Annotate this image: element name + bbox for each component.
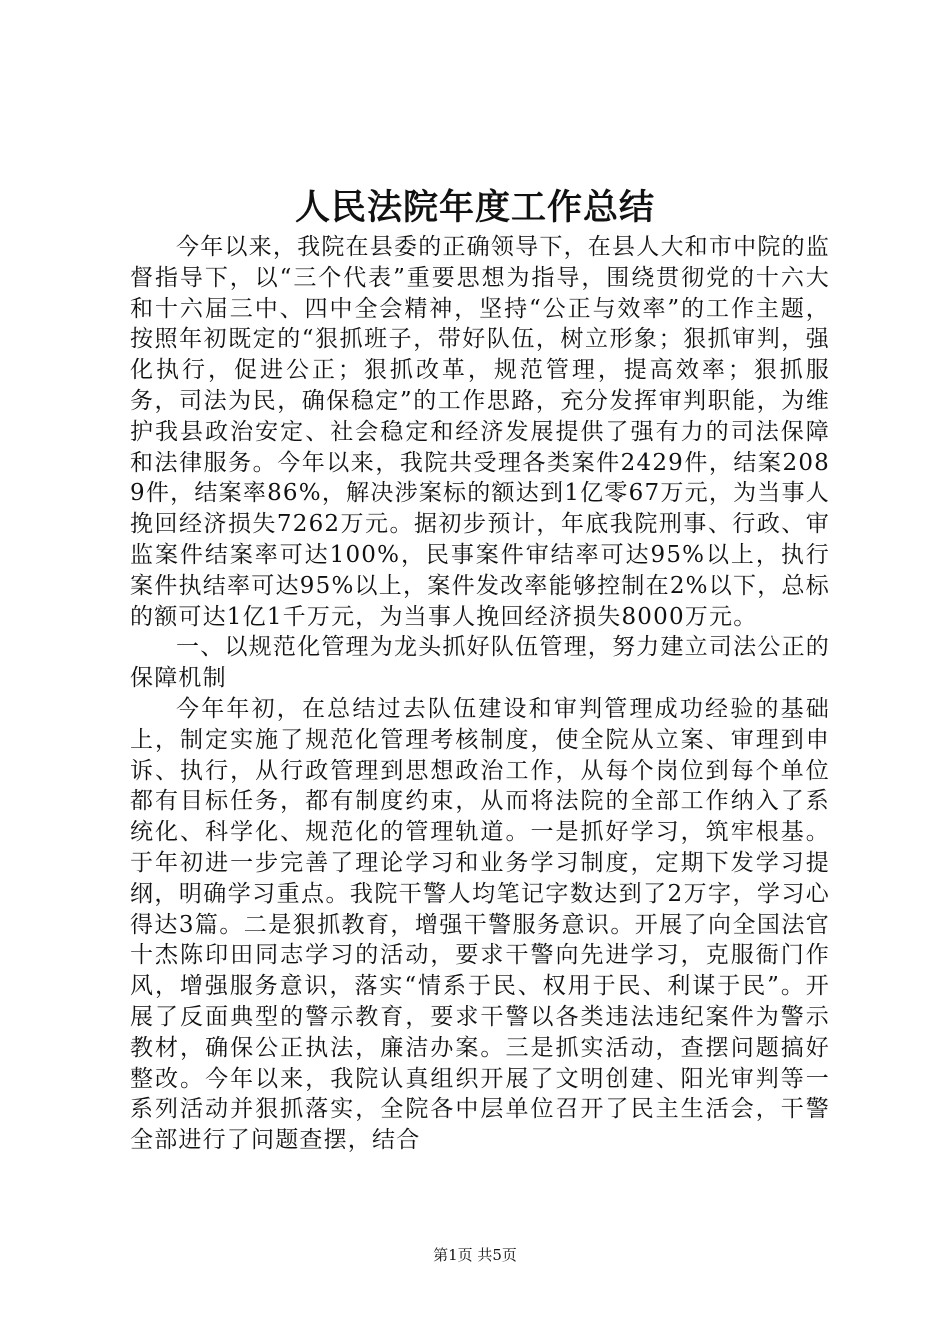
document-title: 人民法院年度工作总结	[294, 187, 655, 228]
page-number-footer: 第1页 共5页	[433, 1246, 517, 1264]
paragraph-section-heading-1: 一、以规范化管理为龙头抓好队伍管理，努力建立司法公正的保障机制	[130, 634, 830, 692]
document-body	[130, 232, 830, 1156]
paragraph-section-1-body: 今年年初，在总结过去队伍建设和审判管理成功经验的基础上，制定实施了规范化管理考核制度，使全院从立案、审理到申诉、执行，从行政管理到思想政治工作，从每个岗位到每个单位都有目标任务，都有制度约束，从而将法院的全部工作纳入了系统化、科学化、规范化的管理轨道。一是抓好学习，筑牢根基。于年初进一步完善了理论学习和业务学习制度，定期下发学习提纲，明确学习重点。我院干警人均笔记字数达到了2万字，学习心得达3篇。二是狠抓教育，增强干警服务意识。开展了向全国法官十杰陈印田同志学习的活动，要求干警向先进学习，克服衙门作风，增强服务意识，落实“情系于民、权用于民、利谋于民”。开展了反面典型的警示教育，要求干警以各类违法违纪案件为警示教材，确保公正执法，廉洁办案。三是抓实活动，查摆问题搞好整改。今年以来，我院认真组织开展了文明创建、阳光审判等一系列活动并狠抓落实，全院各中层单位召开了民主生活会，干警全部进行了问题查摆，结合	[130, 695, 830, 1154]
paragraph-intro: 今年以来，我院在县委的正确领导下，在县人大和市中院的监督指导下，以“三个代表”重要思想为指导，围绕贯彻党的十六大和十六届三中、四中全会精神，坚持“公正与效率”的工作主题，按照年初既定的“狠抓班子，带好队伍，树立形象；狠抓审判，强化执行，促进公正；狠抓改革，规范管理，提高效率；狠抓服务，司法为民，确保稳定”的工作思路，充分发挥审判职能，为维护我县政治安定、社会稳定和经济发展提供了强有力的司法保障和法律服务。今年以来，我院共受理各类案件2429件，结案2089件，结案率86%，解决涉案标的额达到1亿零67万元，为当事人挽回经济损失7262万元。据初步预计，年底我院刑事、行政、审监案件结案率可达100%，民事案件审结率可达95%以上，执行案件执结率可达95%以上，案件发改率能够控制在2%以下，总标的额可达1亿1千万元，为当事人挽回经济损失8000万元。	[130, 234, 830, 630]
